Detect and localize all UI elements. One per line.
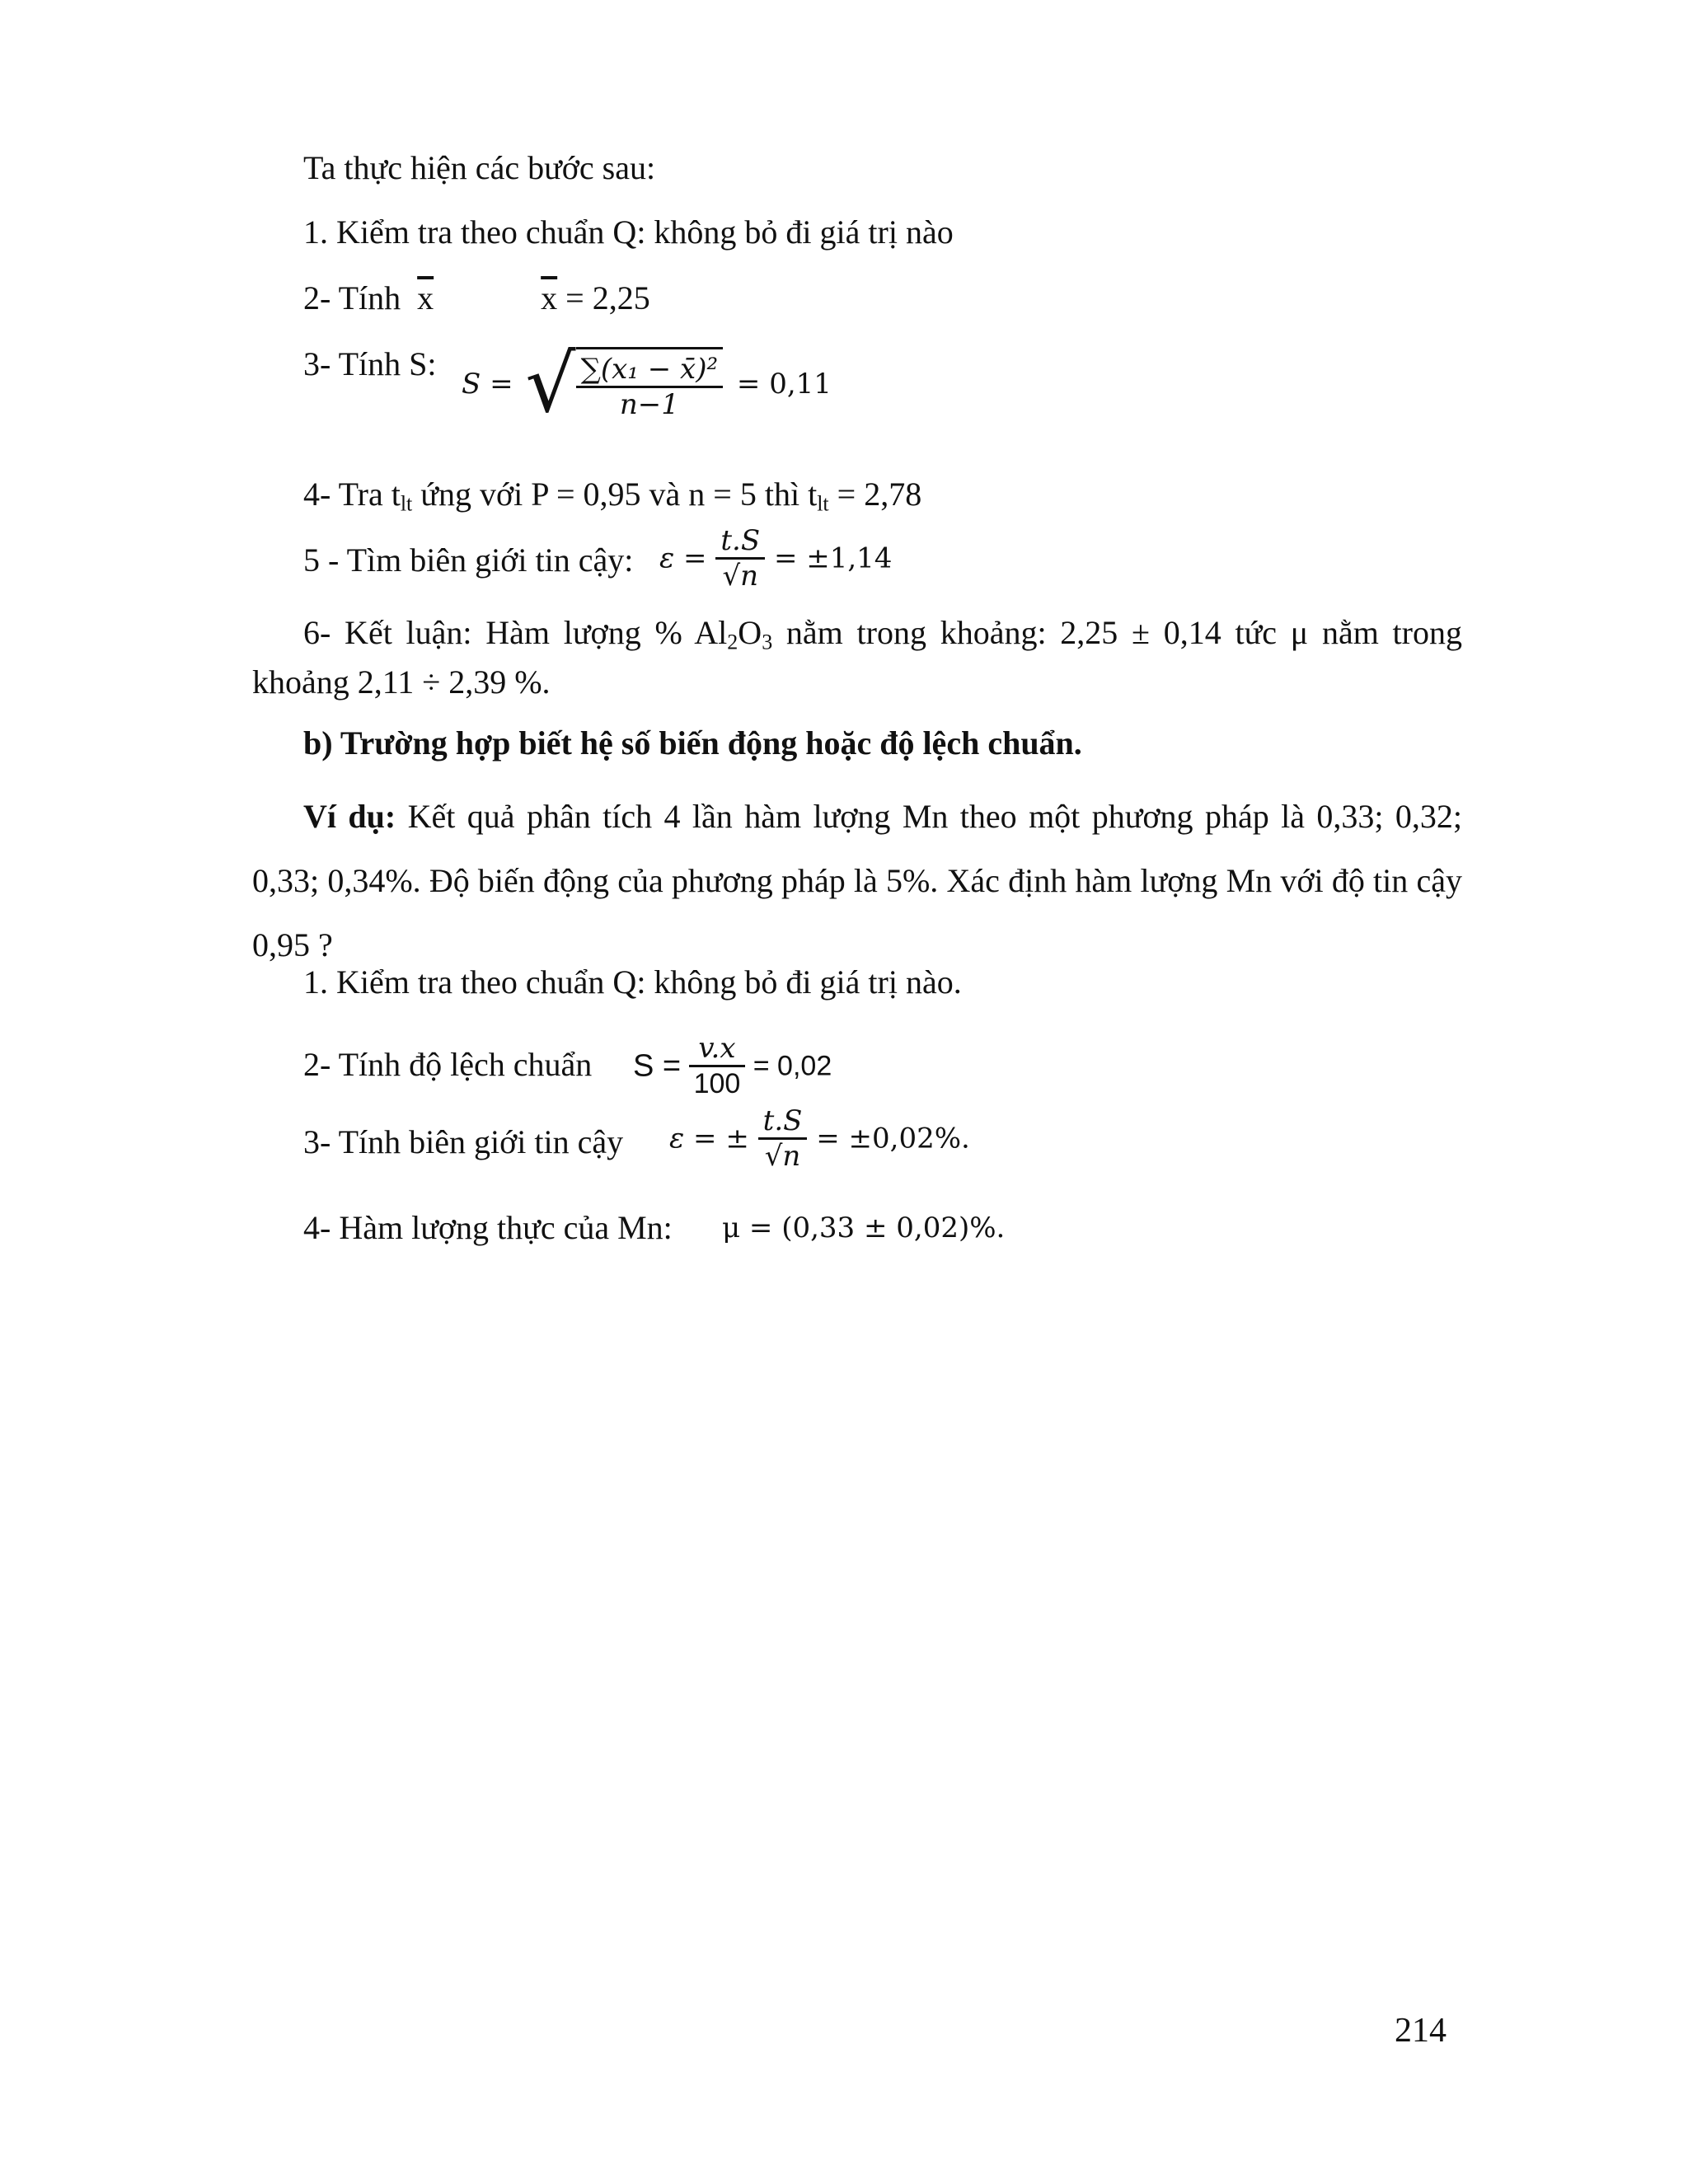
fraction-numerator: v.x — [689, 1032, 746, 1067]
subscript: 3 — [762, 630, 773, 654]
fraction-denominator: √n — [764, 1140, 801, 1173]
formula-lhs: S = — [633, 1048, 682, 1084]
sqrt-body — [576, 347, 724, 421]
step-6-text: 6- Kết luận: Hàm lượng % Al — [303, 614, 728, 651]
step-4-text: = 2,78 — [828, 476, 922, 513]
example-label: Ví dụ: — [303, 798, 396, 835]
b-step-3-label: 3- Tính biên giới tin cậy — [303, 1123, 624, 1160]
intro-text: Ta thực hiện các bước sau: — [303, 149, 656, 186]
formula-result: = ±0,02%. — [816, 1122, 970, 1155]
step-6 — [252, 608, 1462, 707]
subscript: lt — [817, 491, 829, 516]
fraction-numerator: t.S — [758, 1104, 808, 1140]
fraction-denominator: 100 — [693, 1068, 741, 1099]
fraction-numerator: t.S — [715, 524, 765, 560]
page-number: 214 — [1395, 2012, 1447, 2050]
step-5-label: 5 - Tìm biên giới tin cậy: — [303, 541, 634, 579]
subscript: 2 — [727, 630, 738, 654]
mean-symbol: $\overline{x}$ — [541, 279, 558, 316]
formula-lhs: ε = ± — [669, 1122, 749, 1155]
true-content-formula: μ = (0,33 ± 0,02)%. — [722, 1212, 1006, 1244]
formula-result: = 0,11 — [736, 368, 832, 401]
b-step-2-label: 2- Tính độ lệch chuẩn — [303, 1046, 593, 1083]
mean-symbol: $\overline{x}$ — [417, 279, 434, 316]
step-4-text: ứng với P = 0,95 và n = 5 thì t — [412, 476, 818, 513]
step-3-label: 3- Tính S: — [303, 345, 437, 382]
std-dev-formula — [462, 338, 832, 430]
std-dev-cv-formula — [633, 1032, 832, 1100]
step-2 — [303, 279, 650, 318]
b-step-4-label: 4- Hàm lượng thực của Mn: — [303, 1209, 673, 1246]
step-4-text: 4- Tra t — [303, 476, 401, 513]
formula-result: = 0,02 — [753, 1050, 832, 1082]
formula-lhs: S = — [462, 368, 513, 401]
formula-lhs: ε = — [659, 541, 707, 575]
fraction-denominator: √n — [722, 560, 759, 593]
section-heading-b: b) Trường hợp biết hệ số biến động hoặc độ lệch chuẩn. — [303, 724, 1082, 762]
subscript: lt — [400, 491, 413, 516]
confidence-formula — [659, 524, 892, 593]
step-6-text: nằm trong khoảng: 2,25 ± 0,14 tức μ nằm trong khoảng 2,11 ÷ 2,39 %. — [252, 614, 1462, 701]
sqrt-sign: √ — [525, 338, 576, 430]
formula-result: = ±1,14 — [773, 541, 893, 575]
example-text: Kết quả phân tích 4 lần hàm lượng Mn theo một phương pháp là 0,33; 0,32; 0,33; 0,34%. Độ biến động của phương pháp là 5%. Xác định hàm lượng Mn với độ tin cậy 0,95 ? — [252, 798, 1463, 963]
step-2-label: 2- Tính — [303, 279, 401, 316]
mean-value: = 2,25 — [565, 279, 650, 316]
fraction-denominator: n−1 — [619, 388, 679, 421]
b-step-1: 1. Kiểm tra theo chuẩn Q: không bỏ đi giá trị nào. — [303, 963, 962, 1001]
step-4 — [303, 475, 921, 514]
confidence-formula-b — [669, 1104, 970, 1173]
step-1: 1. Kiểm tra theo chuẩn Q: không bỏ đi giá trị nào — [303, 213, 954, 251]
example-paragraph — [252, 785, 1462, 977]
step-6-text: O — [738, 614, 762, 651]
fraction-numerator: ∑(x₁ − x̄)² — [576, 353, 724, 388]
